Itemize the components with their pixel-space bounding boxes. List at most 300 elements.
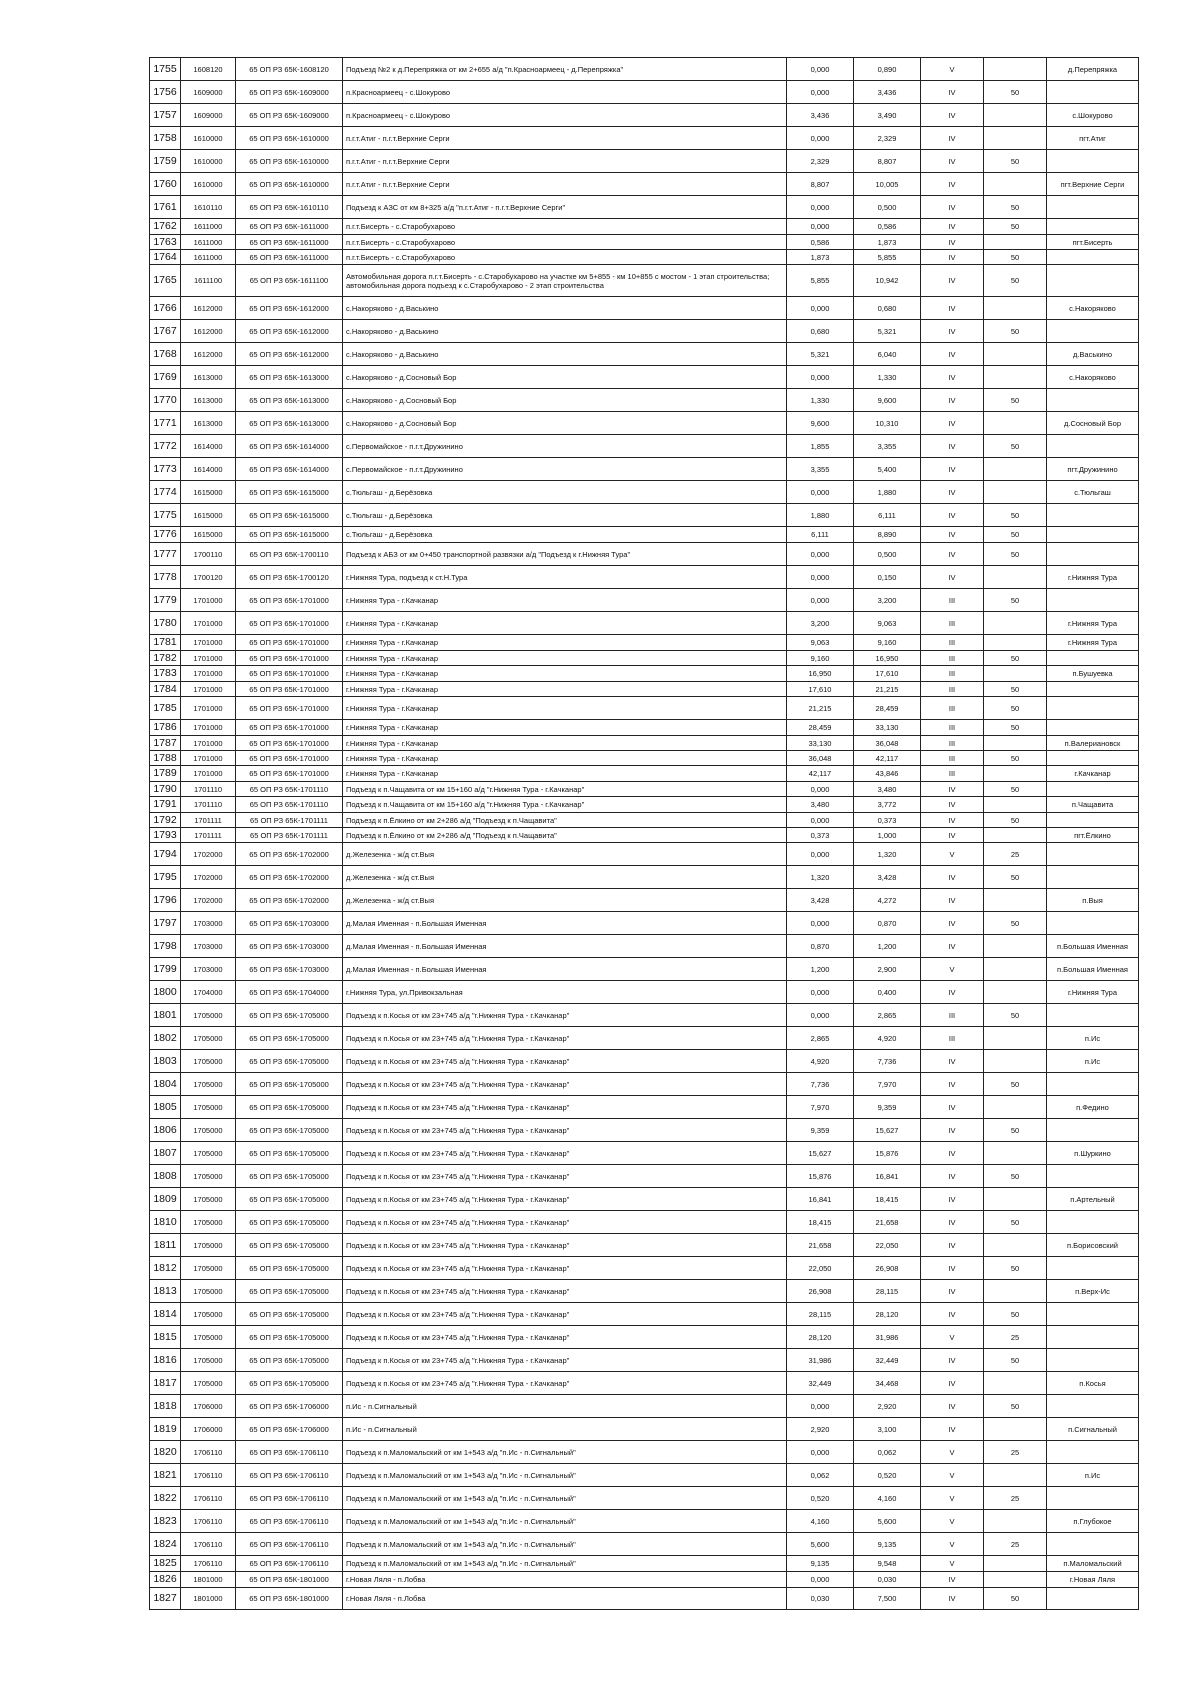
km-start: 0,000 [787,782,854,797]
km-end: 2,865 [854,1004,921,1027]
km-end: 16,841 [854,1165,921,1188]
road-code: 1705000 [181,1050,236,1073]
road-name: Подъезд к п.Чащавита от км 15+160 а/д "г.Нижняя Тура - г.Качканар" [343,797,787,813]
registry-number: 65 ОП РЗ 65К-1706000 [236,1395,343,1418]
km-start: 2,920 [787,1418,854,1441]
registry-number: 65 ОП РЗ 65К-1609000 [236,81,343,104]
km-start: 1,855 [787,435,854,458]
km-end: 34,468 [854,1372,921,1395]
km-start: 1,320 [787,866,854,889]
row-number: 1794 [150,843,181,866]
road-category: III [921,720,984,736]
km-end: 0,030 [854,1572,921,1588]
row-number: 1779 [150,589,181,612]
road-code: 1801000 [181,1572,236,1588]
registry-number: 65 ОП РЗ 65К-1701000 [236,651,343,666]
settlement: г.Нижняя Тура [1047,612,1139,635]
road-category: IV [921,435,984,458]
settlement: д.Васькино [1047,343,1139,366]
speed-limit [984,481,1047,504]
table-row [150,828,1139,843]
road-code: 1705000 [181,1372,236,1395]
registry-number: 65 ОП РЗ 65К-1702000 [236,866,343,889]
road-code: 1611000 [181,235,236,250]
road-name: Подъезд к п.Косья от км 23+745 а/д "г.Нижняя Тура - г.Качканар" [343,1188,787,1211]
km-start: 7,970 [787,1096,854,1119]
settlement: п.Ис [1047,1464,1139,1487]
road-code: 1705000 [181,1165,236,1188]
road-category: IV [921,173,984,196]
km-end: 43,846 [854,766,921,782]
table-row [150,843,1139,866]
speed-limit [984,1280,1047,1303]
km-end: 6,111 [854,504,921,527]
registry-number: 65 ОП РЗ 65К-1615000 [236,527,343,543]
km-start: 7,736 [787,1073,854,1096]
row-number: 1791 [150,797,181,813]
row-number: 1772 [150,435,181,458]
km-end: 15,876 [854,1142,921,1165]
registry-number: 65 ОП РЗ 65К-1706110 [236,1441,343,1464]
settlement: г.Нижняя Тура [1047,635,1139,651]
road-name: с.Накоряково - д.Васькино [343,343,787,366]
registry-number: 65 ОП РЗ 65К-1611000 [236,250,343,265]
road-name: Подъезд к п.Ёлкино от км 2+286 а/д "Подъезд к п.Чащавита" [343,813,787,828]
road-code: 1611000 [181,219,236,235]
km-start: 9,600 [787,412,854,435]
km-start: 0,000 [787,912,854,935]
km-end: 3,200 [854,589,921,612]
settlement [1047,720,1139,736]
table-row [150,219,1139,235]
road-category: IV [921,1050,984,1073]
km-start: 0,000 [787,366,854,389]
road-category: IV [921,458,984,481]
row-number: 1782 [150,651,181,666]
speed-limit: 50 [984,1349,1047,1372]
road-code: 1612000 [181,343,236,366]
row-number: 1774 [150,481,181,504]
table-row [150,635,1139,651]
table-row [150,935,1139,958]
road-category: IV [921,127,984,150]
road-category: IV [921,1188,984,1211]
km-end: 4,160 [854,1487,921,1510]
settlement: д.Сосновый Бор [1047,412,1139,435]
road-category: IV [921,150,984,173]
row-number: 1810 [150,1211,181,1234]
km-start: 0,870 [787,935,854,958]
km-start: 6,111 [787,527,854,543]
registry-number: 65 ОП РЗ 65К-1801000 [236,1588,343,1610]
road-code: 1705000 [181,1257,236,1280]
km-end: 0,890 [854,58,921,81]
speed-limit: 50 [984,589,1047,612]
road-code: 1701000 [181,682,236,697]
km-end: 8,890 [854,527,921,543]
table-row [150,435,1139,458]
road-name: Подъезд к п.Маломальский от км 1+543 а/д "п.Ис - п.Сигнальный" [343,1464,787,1487]
km-start: 0,000 [787,589,854,612]
road-name: Подъезд к п.Чащавита от км 15+160 а/д "г.Нижняя Тура - г.Качканар" [343,782,787,797]
row-number: 1788 [150,751,181,766]
speed-limit: 50 [984,1588,1047,1610]
speed-limit [984,797,1047,813]
road-name: Подъезд к п.Косья от км 23+745 а/д "г.Нижняя Тура - г.Качканар" [343,1165,787,1188]
road-category: IV [921,265,984,297]
registry-number: 65 ОП РЗ 65К-1705000 [236,1349,343,1372]
road-name: Подъезд к п.Косья от км 23+745 а/д "г.Нижняя Тура - г.Качканар" [343,1004,787,1027]
speed-limit [984,412,1047,435]
road-category: IV [921,504,984,527]
table-row [150,566,1139,589]
table-row [150,866,1139,889]
km-end: 0,062 [854,1441,921,1464]
km-end: 18,415 [854,1188,921,1211]
speed-limit [984,958,1047,981]
registry-number: 65 ОП РЗ 65К-1705000 [236,1004,343,1027]
settlement [1047,81,1139,104]
speed-limit [984,58,1047,81]
table-row [150,782,1139,797]
settlement: г.Нижняя Тура [1047,981,1139,1004]
km-start: 0,000 [787,813,854,828]
road-code: 1701000 [181,612,236,635]
speed-limit [984,828,1047,843]
road-code: 1613000 [181,389,236,412]
road-name: Подъезд к п.Косья от км 23+745 а/д "г.Нижняя Тура - г.Качканар" [343,1050,787,1073]
km-start: 16,841 [787,1188,854,1211]
road-category: IV [921,1572,984,1588]
row-number: 1825 [150,1556,181,1572]
row-number: 1759 [150,150,181,173]
road-category: IV [921,1280,984,1303]
km-start: 17,610 [787,682,854,697]
km-start: 9,160 [787,651,854,666]
table-row [150,912,1139,935]
table-row [150,1556,1139,1572]
registry-number: 65 ОП РЗ 65К-1611100 [236,265,343,297]
settlement: д.Перепряжка [1047,58,1139,81]
road-category: III [921,651,984,666]
registry-number: 65 ОП РЗ 65К-1705000 [236,1142,343,1165]
row-number: 1773 [150,458,181,481]
road-category: V [921,1533,984,1556]
road-code: 1705000 [181,1073,236,1096]
settlement: г.Нижняя Тура [1047,566,1139,589]
km-start: 0,000 [787,297,854,320]
table-row [150,235,1139,250]
row-number: 1761 [150,196,181,219]
registry-number: 65 ОП РЗ 65К-1615000 [236,504,343,527]
km-end: 0,373 [854,813,921,828]
km-end: 3,100 [854,1418,921,1441]
road-code: 1705000 [181,1119,236,1142]
km-end: 3,436 [854,81,921,104]
road-name: п.Ис - п.Сигнальный [343,1418,787,1441]
speed-limit [984,1050,1047,1073]
road-category: V [921,1510,984,1533]
settlement: п.Шуркино [1047,1142,1139,1165]
table-row [150,250,1139,265]
road-name: Подъезд к п.Косья от км 23+745 а/д "г.Нижняя Тура - г.Качканар" [343,1372,787,1395]
settlement [1047,1441,1139,1464]
settlement: г.Качканар [1047,766,1139,782]
road-name: Подъезд к п.Косья от км 23+745 а/д "г.Нижняя Тура - г.Качканар" [343,1257,787,1280]
road-category: III [921,697,984,720]
road-category: IV [921,1073,984,1096]
speed-limit: 50 [984,219,1047,235]
row-number: 1807 [150,1142,181,1165]
row-number: 1800 [150,981,181,1004]
road-category: V [921,1556,984,1572]
road-category: III [921,736,984,751]
road-category: IV [921,481,984,504]
road-category: IV [921,196,984,219]
km-start: 16,950 [787,666,854,682]
road-category: IV [921,527,984,543]
registry-number: 65 ОП РЗ 65К-1612000 [236,343,343,366]
road-category: III [921,589,984,612]
registry-number: 65 ОП РЗ 65К-1703000 [236,912,343,935]
road-code: 1703000 [181,958,236,981]
table-row [150,720,1139,736]
km-end: 9,063 [854,612,921,635]
road-category: IV [921,1096,984,1119]
road-name: п.г.т.Бисерть - с.Старобухарово [343,235,787,250]
km-start: 31,986 [787,1349,854,1372]
settlement: пгт.Бисерть [1047,235,1139,250]
speed-limit: 50 [984,1303,1047,1326]
registry-number: 65 ОП РЗ 65К-1701111 [236,828,343,843]
row-number: 1767 [150,320,181,343]
speed-limit: 50 [984,682,1047,697]
km-end: 28,115 [854,1280,921,1303]
speed-limit: 50 [984,504,1047,527]
table-row [150,697,1139,720]
road-code: 1701000 [181,751,236,766]
road-category: IV [921,1588,984,1610]
row-number: 1797 [150,912,181,935]
road-name: Подъезд к п.Ёлкино от км 2+286 а/д "Подъезд к п.Чащавита" [343,828,787,843]
table-row [150,481,1139,504]
table-row [150,1119,1139,1142]
registry-number: 65 ОП РЗ 65К-1700120 [236,566,343,589]
speed-limit [984,736,1047,751]
settlement: пгт.Атиг [1047,127,1139,150]
road-code: 1703000 [181,935,236,958]
road-category: III [921,1004,984,1027]
row-number: 1757 [150,104,181,127]
km-end: 28,120 [854,1303,921,1326]
km-start: 3,355 [787,458,854,481]
settlement [1047,435,1139,458]
registry-number: 65 ОП РЗ 65К-1706110 [236,1556,343,1572]
registry-number: 65 ОП РЗ 65К-1705000 [236,1234,343,1257]
road-category: IV [921,912,984,935]
table-row [150,543,1139,566]
road-name: г.Нижняя Тура - г.Качканар [343,682,787,697]
row-number: 1755 [150,58,181,81]
row-number: 1790 [150,782,181,797]
settlement: п.Маломальский [1047,1556,1139,1572]
road-category: IV [921,1418,984,1441]
registry-number: 65 ОП РЗ 65К-1612000 [236,320,343,343]
km-end: 7,736 [854,1050,921,1073]
table-row [150,1464,1139,1487]
settlement: п.Сигнальный [1047,1418,1139,1441]
road-code: 1701000 [181,635,236,651]
table-row [150,589,1139,612]
km-end: 3,428 [854,866,921,889]
row-number: 1817 [150,1372,181,1395]
row-number: 1805 [150,1096,181,1119]
row-number: 1795 [150,866,181,889]
table-row [150,751,1139,766]
registry-number: 65 ОП РЗ 65К-1702000 [236,889,343,912]
registry-number: 65 ОП РЗ 65К-1705000 [236,1257,343,1280]
km-start: 1,873 [787,250,854,265]
speed-limit: 50 [984,813,1047,828]
road-code: 1706110 [181,1464,236,1487]
road-name: Подъезд к п.Косья от км 23+745 а/д "г.Нижняя Тура - г.Качканар" [343,1303,787,1326]
road-name: д.Малая Именная - п.Большая Именная [343,958,787,981]
km-end: 21,658 [854,1211,921,1234]
registry-number: 65 ОП РЗ 65К-1700110 [236,543,343,566]
km-end: 31,986 [854,1326,921,1349]
km-start: 0,000 [787,843,854,866]
road-code: 1701111 [181,813,236,828]
row-number: 1801 [150,1004,181,1027]
registry-number: 65 ОП РЗ 65К-1701000 [236,766,343,782]
registry-number: 65 ОП РЗ 65К-1704000 [236,981,343,1004]
table-row [150,1188,1139,1211]
km-start: 1,200 [787,958,854,981]
road-category: IV [921,782,984,797]
speed-limit: 50 [984,1119,1047,1142]
table-row [150,458,1139,481]
registry-number: 65 ОП РЗ 65К-1701000 [236,682,343,697]
speed-limit [984,981,1047,1004]
table-body [150,58,1139,1610]
road-name: г.Нижняя Тура - г.Качканар [343,697,787,720]
settlement [1047,1487,1139,1510]
road-code: 1801000 [181,1588,236,1610]
km-end: 4,920 [854,1027,921,1050]
row-number: 1776 [150,527,181,543]
km-start: 3,428 [787,889,854,912]
road-name: с.Накоряково - д.Васькино [343,297,787,320]
km-end: 1,330 [854,366,921,389]
road-code: 1613000 [181,366,236,389]
km-end: 0,520 [854,1464,921,1487]
road-category: V [921,58,984,81]
row-number: 1816 [150,1349,181,1372]
road-category: V [921,1441,984,1464]
registry-number: 65 ОП РЗ 65К-1613000 [236,389,343,412]
table-row [150,1096,1139,1119]
road-category: IV [921,543,984,566]
road-code: 1612000 [181,297,236,320]
speed-limit [984,104,1047,127]
road-name: г.Нижняя Тура - г.Качканар [343,736,787,751]
km-end: 0,500 [854,196,921,219]
table-row [150,766,1139,782]
road-name: г.Новая Ляля - п.Лобва [343,1572,787,1588]
road-category: III [921,666,984,682]
registry-number: 65 ОП РЗ 65К-1706110 [236,1510,343,1533]
road-category: III [921,1027,984,1050]
road-name: Подъезд к п.Косья от км 23+745 а/д "г.Нижняя Тура - г.Качканар" [343,1096,787,1119]
road-category: V [921,843,984,866]
table-row [150,981,1139,1004]
km-start: 2,865 [787,1027,854,1050]
road-code: 1706110 [181,1533,236,1556]
registry-number: 65 ОП РЗ 65К-1610000 [236,150,343,173]
table-row [150,1234,1139,1257]
table-row [150,1487,1139,1510]
registry-number: 65 ОП РЗ 65К-1615000 [236,481,343,504]
road-name: Подъезд к п.Маломальский от км 1+543 а/д "п.Ис - п.Сигнальный" [343,1533,787,1556]
speed-limit: 50 [984,1165,1047,1188]
row-number: 1799 [150,958,181,981]
road-code: 1706110 [181,1441,236,1464]
settlement [1047,1533,1139,1556]
speed-limit [984,1418,1047,1441]
km-end: 9,548 [854,1556,921,1572]
road-category: IV [921,813,984,828]
table-row [150,1572,1139,1588]
km-end: 5,321 [854,320,921,343]
table-row [150,297,1139,320]
settlement: п.Бушуевка [1047,666,1139,682]
registry-number: 65 ОП РЗ 65К-1703000 [236,958,343,981]
table-row [150,104,1139,127]
road-code: 1705000 [181,1004,236,1027]
table-row [150,320,1139,343]
km-end: 0,500 [854,543,921,566]
row-number: 1780 [150,612,181,635]
km-start: 1,330 [787,389,854,412]
speed-limit [984,1572,1047,1588]
table-row [150,1372,1139,1395]
road-category: V [921,1326,984,1349]
road-category: IV [921,1142,984,1165]
km-end: 33,130 [854,720,921,736]
road-name: Подъезд к п.Косья от км 23+745 а/д "г.Нижняя Тура - г.Качканар" [343,1119,787,1142]
road-category: IV [921,219,984,235]
row-number: 1768 [150,343,181,366]
table-row [150,1349,1139,1372]
table-row [150,1303,1139,1326]
road-category: IV [921,320,984,343]
km-start: 0,373 [787,828,854,843]
row-number: 1769 [150,366,181,389]
settlement: п.Большая Именная [1047,935,1139,958]
km-end: 5,855 [854,250,921,265]
table-row [150,1533,1139,1556]
km-start: 5,600 [787,1533,854,1556]
road-code: 1702000 [181,866,236,889]
settlement: п.Глубокое [1047,1510,1139,1533]
km-start: 22,050 [787,1257,854,1280]
road-code: 1611100 [181,265,236,297]
km-start: 0,030 [787,1588,854,1610]
road-code: 1701000 [181,736,236,751]
row-number: 1778 [150,566,181,589]
registry-number: 65 ОП РЗ 65К-1705000 [236,1303,343,1326]
row-number: 1766 [150,297,181,320]
